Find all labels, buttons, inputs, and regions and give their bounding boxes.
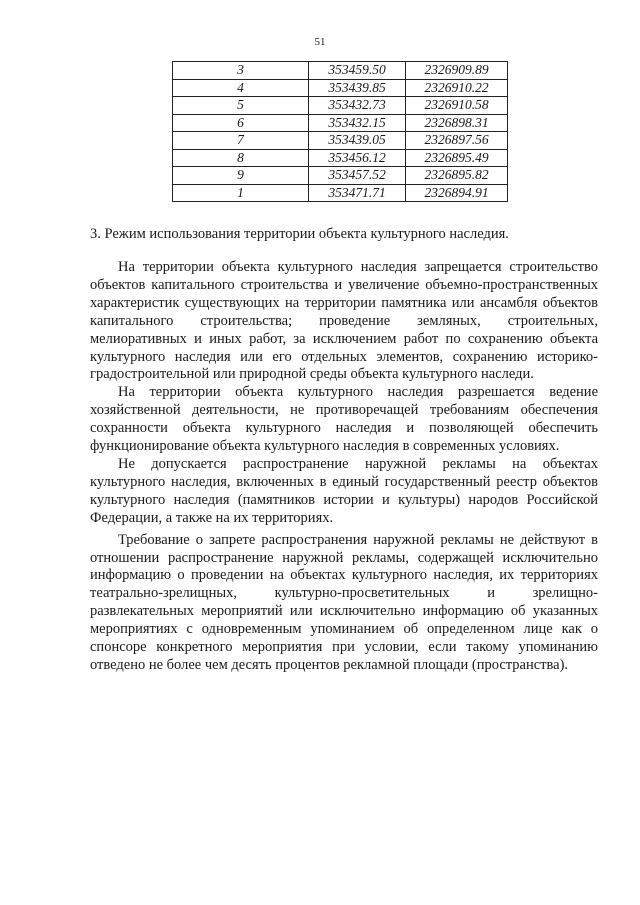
body-text [90, 259, 598, 675]
paragraph-advertising-ban: Не допускается распространение наружной рекламы на объектах культурного наследия, включенных в единый государственный реестр объектов культурного наследия (памятников истории и культуры) народов Российской Федерации, а также на их территориях. [90, 455, 598, 526]
x-coordinate-cell: 353432.73 [309, 97, 406, 115]
y-coordinate-cell: 2326898.31 [406, 114, 508, 132]
paragraph-advertising-exception: Требование о запрете распространения наружной рекламы не действуют в отношении распространение наружной рекламы, содержащей исключительно информацию о проведении на объектах культурного наследия, их территориях театрально-зрелищных, культурно-просветительных и зрелищно-развлекательных мероприятий или исключительно информацию об указанных мероприятиях с одновременным упоминанием об определенном лице как о спонсоре конкретного мероприятия при условии, если такому упоминанию отведено не более чем десять процентов рекламной площади (пространства). [90, 531, 598, 673]
x-coordinate-cell: 353471.71 [309, 184, 406, 202]
point-number-cell: 1 [173, 184, 309, 202]
point-number-cell: 5 [173, 97, 309, 115]
x-coordinate-cell: 353457.52 [309, 167, 406, 185]
coordinates-table [172, 61, 508, 202]
y-coordinate-cell: 2326895.49 [406, 149, 508, 167]
point-number-cell: 9 [173, 167, 309, 185]
x-coordinate-cell: 353432.15 [309, 114, 406, 132]
x-coordinate-cell: 353439.85 [309, 79, 406, 97]
table-row [173, 62, 508, 80]
table-row [173, 167, 508, 185]
coordinates-table-body [173, 62, 508, 202]
y-coordinate-cell: 2326910.22 [406, 79, 508, 97]
paragraph-prohibition: На территории объекта культурного наследия запрещается строительство объектов капитального строительства и увеличение объемно-пространственных характеристик существующих на территории памятника или ансамбля объектов капитального строительства; проведение земляных, строительных, мелиоративных и иных работ, за исключением работ по сохранению объекта культурного наследия или его отдельных элементов, сохранению историко-градостроительной или природной среды объекта культурного наследи. [90, 259, 598, 383]
table-row [173, 184, 508, 202]
table-row [173, 132, 508, 150]
y-coordinate-cell: 2326910.58 [406, 97, 508, 115]
x-coordinate-cell: 353456.12 [309, 149, 406, 167]
table-row [173, 97, 508, 115]
section-heading: 3. Режим использования территории объекта культурного наследия. [90, 226, 509, 242]
table-row [173, 149, 508, 167]
x-coordinate-cell: 353439.05 [309, 132, 406, 150]
point-number-cell: 7 [173, 132, 309, 150]
y-coordinate-cell: 2326897.56 [406, 132, 508, 150]
point-number-cell: 4 [173, 79, 309, 97]
y-coordinate-cell: 2326909.89 [406, 62, 508, 80]
point-number-cell: 3 [173, 62, 309, 80]
y-coordinate-cell: 2326894.91 [406, 184, 508, 202]
paragraph-permission: На территории объекта культурного наследия разрешается ведение хозяйственной деятельности, не противоречащей требованиям обеспечения сохранности объекта культурного наследия и позволяющей обеспечить функционирование объекта культурного наследия в современных условиях. [90, 384, 598, 455]
page-number: 51 [314, 36, 326, 48]
y-coordinate-cell: 2326895.82 [406, 167, 508, 185]
point-number-cell: 6 [173, 114, 309, 132]
point-number-cell: 8 [173, 149, 309, 167]
x-coordinate-cell: 353459.50 [309, 62, 406, 80]
table-row [173, 114, 508, 132]
table-row [173, 79, 508, 97]
